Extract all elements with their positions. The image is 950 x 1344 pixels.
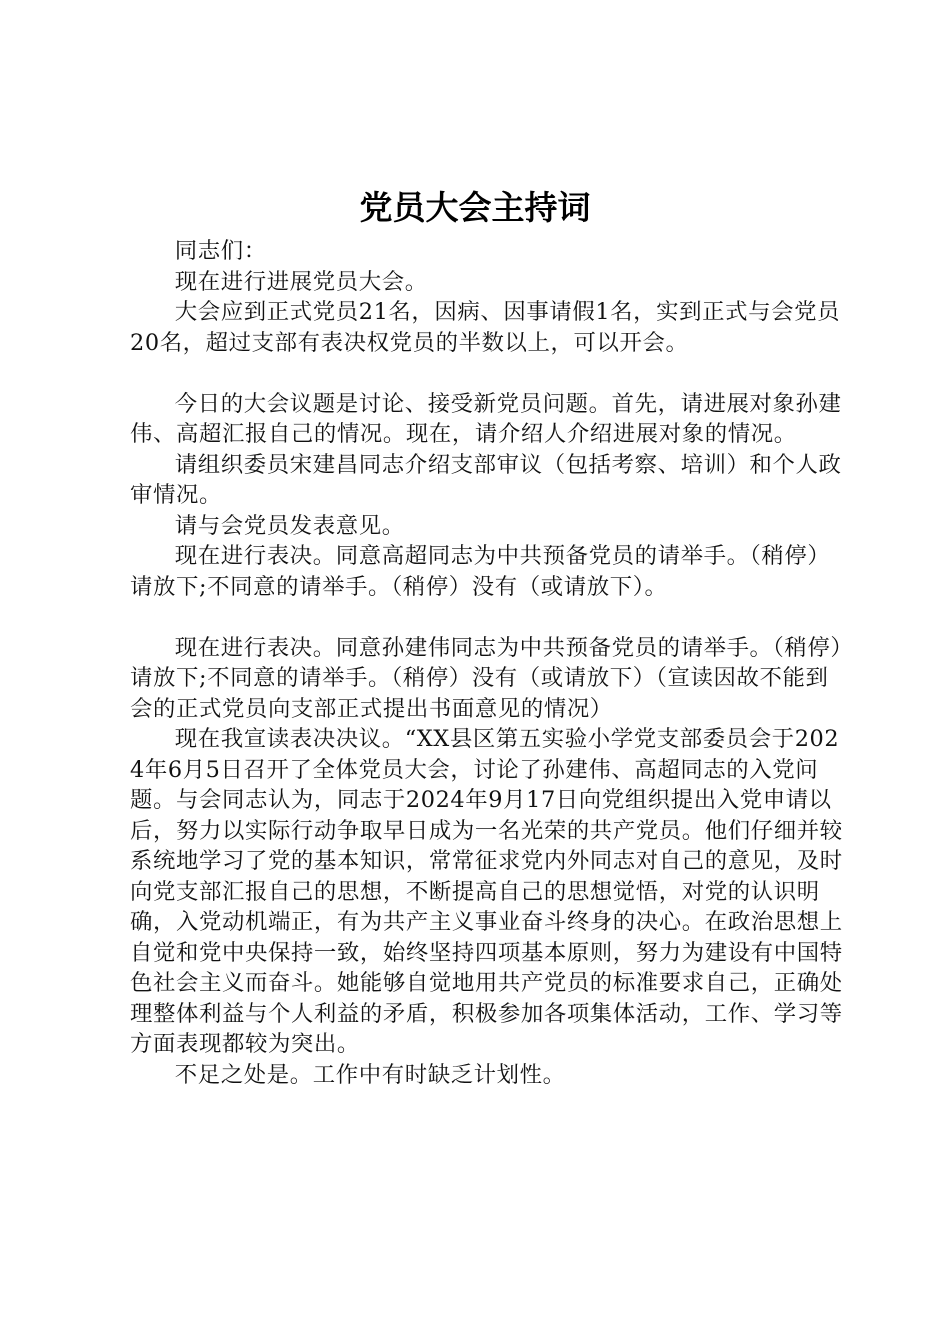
paragraph-shortcomings: 不足之处是。工作中有时缺乏计划性。 (174, 1061, 566, 1088)
paragraph-greeting: 同志们： (174, 238, 267, 264)
paragraph-attendance: 大会应到正式党员21名，因病、因事请假1名，实到正式与会党员20名，超过支部有表决权党员的半数以上，可以开会。 (130, 299, 841, 356)
paragraph-opening: 现在进行进展党员大会。 (174, 268, 428, 295)
paragraph-agenda: 今日的大会议题是讨论、接受新党员问题。首先，请进展对象孙建伟、高超汇报自己的情况。现在，请介绍人介绍进展对象的情况。 (130, 390, 842, 447)
paragraph-vote-2: 现在进行表决。同意孙建伟同志为中共预备党员的请举手。（稍停）请放下;不同意的请举手。（稍停）没有（或请放下）（宣读因故不能到会的正式党员向支部正式提出书面意见的情况） (130, 634, 843, 722)
paragraph-vote-1: 现在进行表决。同意高超同志为中共预备党员的请举手。（稍停）请放下;不同意的请举手。（稍停）没有（或请放下）。 (130, 543, 831, 600)
document-body (130, 236, 850, 1090)
paragraph-opinions: 请与会党员发表意见。 (174, 512, 405, 539)
document-title: 党员大会主持词 (359, 188, 591, 227)
paragraph-review: 请组织委员宋建昌同志介绍支部审议（包括考察、培训）和个人政审情况。 (130, 451, 842, 508)
paragraph-resolution: 现在我宣读表决决议。“XX县区第五实验小学党支部委员会于2024年6月5日召开了全体党员大会，讨论了孙建伟、高超同志的入党问题。与会同志认为，同志于2024年9月17日向党组织提出入党申请以后，努力以实际行动争取早日成为一名光荣的共产党员。他们仔细并较系统地学习了党的基本知识，常常征求党内外同志对自己的意见，及时向党支部汇报自己的思想，不断提高自己的思想觉悟，对党的认识明确，入党动机端正，有为共产主义事业奋斗终身的决心。在政治思想上自觉和党中央保持一致，始终坚持四项基本原则，努力为建设有中国特色社会主义而奋斗。她能够自觉地用共产党员的标准要求自己，正确处理整体利益与个人利益的矛盾，积极参加各项集体活动，工作、学习等方面表现都较为突出。 (130, 726, 843, 1057)
